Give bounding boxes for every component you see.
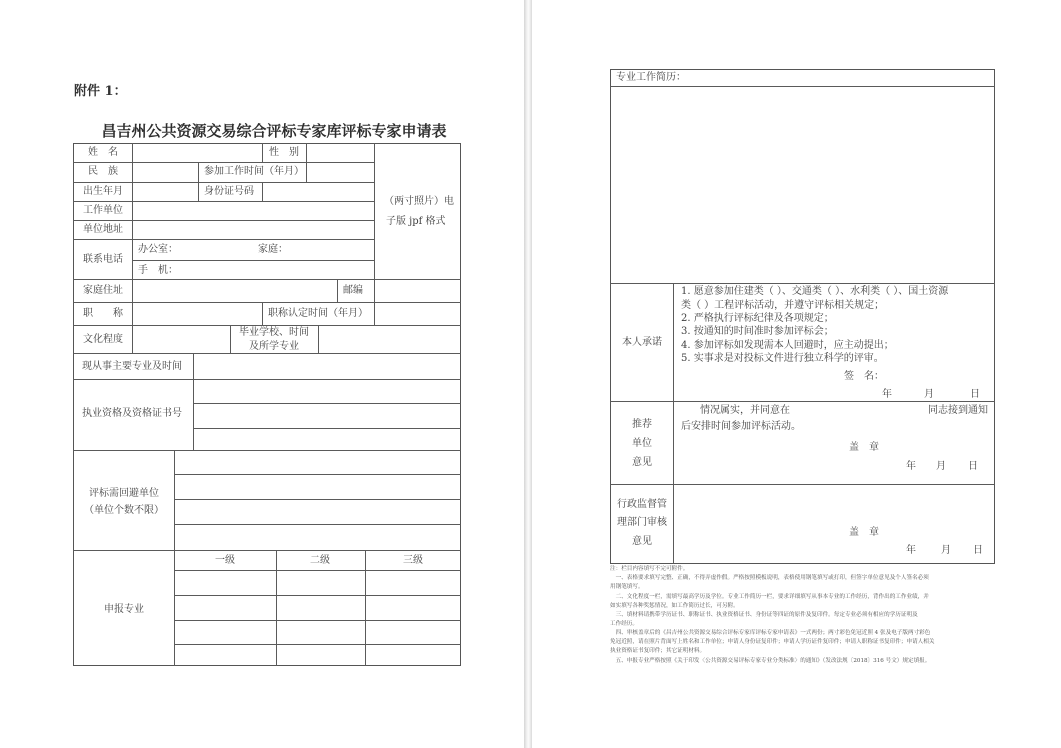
postcode-label: 邮编 (343, 285, 363, 296)
work-start-field[interactable] (307, 163, 373, 181)
birth-field[interactable] (133, 183, 197, 200)
employer-address-label: 单位地址 (83, 224, 123, 235)
id-number-label: 身份证号码 (204, 186, 254, 197)
home-address-field[interactable] (133, 280, 336, 301)
right-page (532, 0, 1061, 748)
avoid-units-label-line1: 评标需回避单位 (89, 488, 159, 499)
recommend-seal: 盖 章 (849, 442, 879, 453)
level-3-header: 三级 (403, 555, 423, 566)
level-2-header: 二级 (310, 555, 330, 566)
supervision-label-2: 理部门审核 (617, 517, 667, 528)
ethnic-label: 民 族 (88, 166, 118, 177)
home-phone-label: 家庭： (258, 244, 288, 255)
gender-label: 性 别 (269, 147, 299, 158)
pledge-line-5: 4. 参加评标如发现需本人回避时，应主动提出； (681, 340, 894, 351)
note-line-9: 免冠近照，请在照片背面写上姓名和工作单位；申请人身份证复印件；申请人学历证件复印件；申请人职称证书复印件；申请人相关 (610, 639, 935, 645)
resume-field[interactable] (612, 87, 993, 282)
avoid-units-field[interactable] (175, 451, 460, 549)
name-field[interactable] (133, 143, 261, 162)
signature-label: 签 名： (844, 371, 884, 382)
note-line-4: 二、文化程度一栏，需填写最高学历及学位。专业工作简历一栏，要求详细填写从事本专业的工作经历，背作出的工作业绩，并 (610, 594, 929, 600)
school-label-line1: 毕业学校、时间 (239, 327, 309, 338)
note-line-8: 四、审核盖章后的《昌吉州公共资源交易综合评标专家库评标专家申请表》一式两份；两寸彩色免冠近照 4 张及电子版两寸彩色 (610, 630, 931, 636)
apply-major-label: 申报专业 (104, 604, 144, 615)
id-number-field[interactable] (263, 183, 373, 200)
pledge-line-3: 2. 严格执行评标纪律及各项规定； (681, 313, 834, 324)
note-line-10: 执业资格证书复印件；其它证明材料。 (610, 648, 706, 654)
pledge-day: 日 (970, 389, 980, 400)
resume-label: 专业工作简历： (616, 72, 686, 83)
pledge-line-6: 5. 实事求是对投标文件进行独立科学的评审。 (681, 353, 884, 364)
page-gutter (524, 0, 532, 748)
supervision-label-3: 意见 (632, 536, 652, 547)
supervision-year: 年 (906, 545, 916, 556)
work-start-label: 参加工作时间（年月） (204, 166, 304, 177)
position-label: 职 称 (83, 308, 123, 319)
photo-note-line1: （两寸照片）电 (384, 196, 454, 207)
left-page (0, 0, 524, 748)
pledge-line-1: 1. 愿意参加住建类（ ）、交通类（ ）、水利类（ ）、国土资源 (681, 286, 949, 297)
employer-field[interactable] (133, 202, 373, 220)
recommend-text-3: 后安排时间参加评标活动。 (681, 421, 801, 432)
note-line-1: 注：栏目内容填写不完可附件。 (610, 566, 689, 572)
recommend-day: 日 (968, 461, 978, 472)
home-address-label: 家庭住址 (83, 285, 123, 296)
birth-label: 出生年月 (83, 186, 123, 197)
gender-field[interactable] (307, 143, 373, 162)
certificates-field[interactable] (194, 380, 460, 449)
recommend-label-1: 推荐 (632, 419, 652, 430)
supervision-seal: 盖 章 (849, 527, 879, 538)
title-date-field[interactable] (375, 303, 460, 324)
name-label: 姓 名 (88, 147, 118, 158)
recommend-year: 年 (906, 461, 916, 472)
current-major-field[interactable] (194, 354, 460, 378)
recommend-label-3: 意见 (632, 457, 652, 468)
signature-field[interactable] (887, 368, 987, 384)
supervision-day: 日 (973, 545, 983, 556)
mobile-phone-label: 手 机： (138, 265, 178, 276)
contact-phone-label: 联系电话 (83, 254, 123, 265)
note-line-6: 三、填材料请携带学历证书、职称证书、执业资格证书、身份证等四证的原件及复印件。每定专业必须有相应的学历证明及 (610, 612, 918, 618)
recommend-text-2: 同志接到通知 (928, 405, 988, 416)
office-phone-label: 办公室： (138, 244, 178, 255)
recommend-label-2: 单位 (632, 438, 652, 449)
recommend-name-field[interactable] (800, 404, 924, 418)
level-1-header: 一级 (215, 555, 235, 566)
employer-address-field[interactable] (133, 221, 373, 239)
school-field[interactable] (319, 326, 460, 352)
recommend-text-1: 情况属实，并同意在 (700, 405, 790, 416)
education-label: 文化程度 (83, 334, 123, 345)
note-line-7: 工作经历。 (610, 621, 638, 627)
pledge-label: 本人承诺 (622, 337, 662, 348)
avoid-units-label-line2: （单位个数不限） (84, 505, 164, 516)
attachment-label: 附件 1： (74, 84, 127, 99)
postcode-field[interactable] (375, 280, 460, 301)
note-line-2: 一、表格要求填写完整、正确，不得弄虚作假。严格按照模板说明，表格使用钢笔填写或打印，但签字单位意见及个人签名必须 (610, 575, 929, 581)
supervision-label-1: 行政监督管 (617, 499, 667, 510)
pledge-year: 年 (882, 389, 892, 400)
apply-major-grid[interactable] (175, 571, 460, 665)
pledge-line-2: 类（ ）工程评标活动，并遵守评标相关规定； (681, 300, 885, 311)
position-field[interactable] (133, 303, 261, 324)
form-title: 昌吉州公共资源交易综合评标专家库评标专家申请表 (101, 122, 447, 140)
ethnic-field[interactable] (133, 163, 197, 181)
note-line-11: 五、申报专业严格按照《关于印发〈公共资源交易评标专家专业分类标准〉的通知》（发改法规〔2018〕316 号文）规定填报。 (610, 658, 931, 664)
employer-label: 工作单位 (83, 205, 123, 216)
supervision-month: 月 (941, 545, 951, 556)
pledge-line-4: 3. 按通知的时间准时参加评标会； (681, 326, 834, 337)
title-date-label: 职称认定时间（年月） (268, 308, 368, 319)
note-line-3: 用钢笔填写。 (610, 584, 644, 590)
recommend-month: 月 (936, 461, 946, 472)
photo-note-line2: 子版 jpf 格式 (386, 216, 446, 227)
note-line-5: 如实填写各种奖惩情况，如工作简历过长，可另附。 (610, 603, 739, 609)
current-major-label: 现从事主要专业及时间 (82, 361, 182, 372)
pledge-month: 月 (924, 389, 934, 400)
school-label-line2: 及所学专业 (249, 341, 299, 352)
education-field[interactable] (133, 326, 229, 352)
certificates-label: 执业资格及资格证书号 (82, 408, 182, 419)
